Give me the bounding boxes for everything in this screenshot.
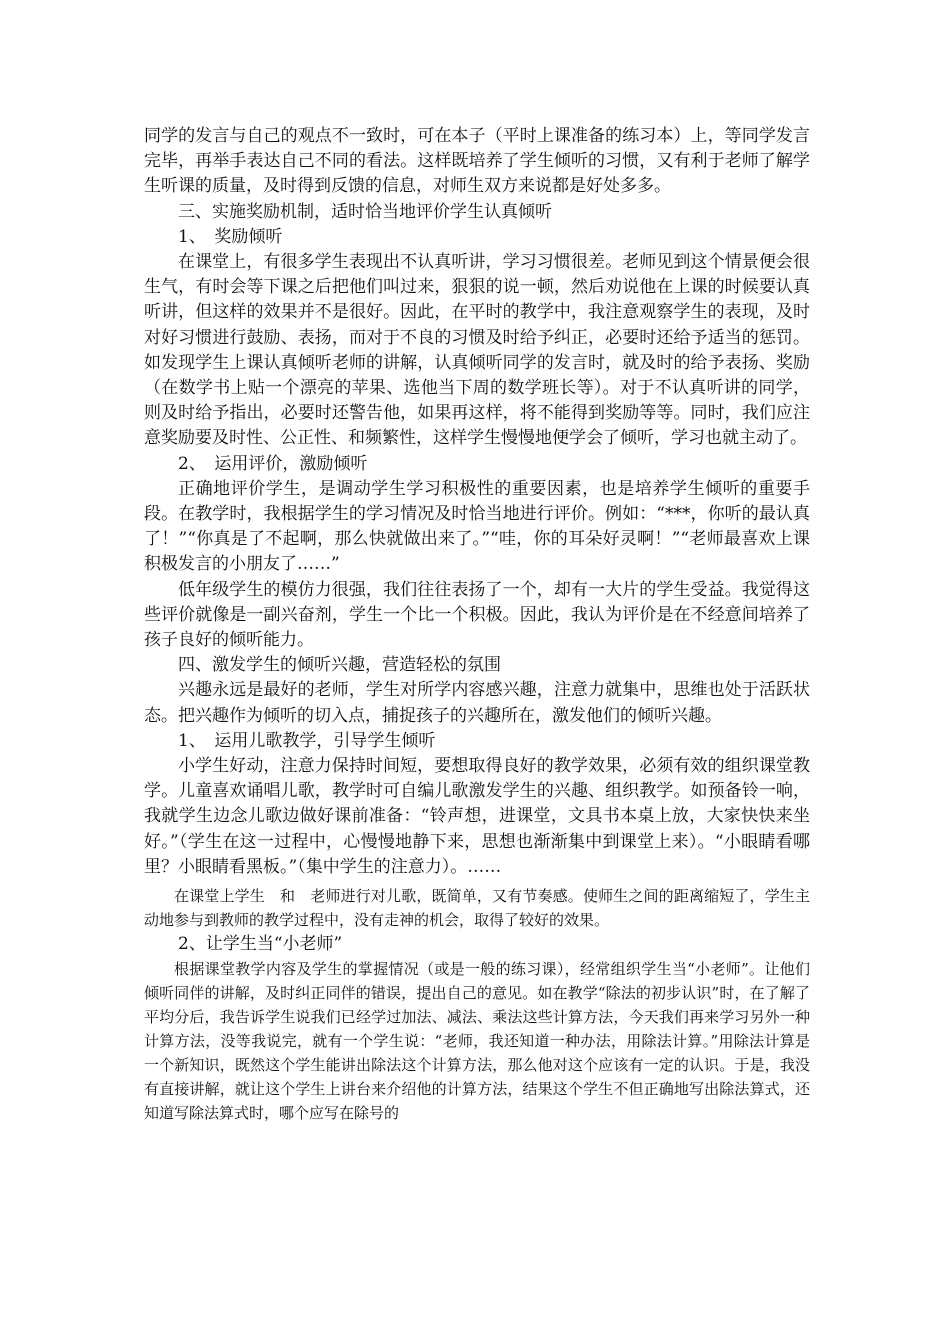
section-heading-3: 三、实施奖励机制，适时恰当地评价学生认真倾听 (178, 201, 552, 222)
paragraph-imitation: 低年级学生的模仿力很强，我们往往表扬了一个，却有一大片的学生受益。我觉得这些评价就像是一副兴奋剂，学生一个比一个积极。因此，我认为评价是在不经意间培养了孩子良好的倾听能力。 (144, 579, 810, 651)
document-page (144, 124, 810, 1125)
paragraph-evaluation: 正确地评价学生，是调动学生学习积极性的重要因素，也是培养学生倾听的重要手段。在教学时，我根据学生的学习情况及时恰当地进行评价。例如：“***，你听的最认真了！”“你真是了不起啊，那么快就做出来了。”“哇，你的耳朵好灵啊！”“老师最喜欢上课积极发言的小朋友了……” (144, 478, 810, 575)
paragraph-rhyme-dialogue: 在课堂上学生 和 老师进行对儿歌，既简单，又有节奏感。使师生之间的距离缩短了，学生主动地参与到教师的教学过程中，没有走神的机会，取得了较好的效果。 (144, 887, 810, 930)
paragraph-interest: 兴趣永远是最好的老师，学生对所学内容感兴趣，注意力就集中，思维也处于活跃状态。把兴趣作为倾听的切入点，捕捉孩子的兴趣所在，激发他们的倾听兴趣。 (144, 680, 810, 726)
subheading-use-evaluation: 2、 运用评价，激励倾听 (178, 453, 368, 474)
paragraph-little-teacher: 根据课堂教学内容及学生的掌握情况（或是一般的练习课），经常组织学生当“小老师”。让他们倾听同伴的讲解，及时纠正同伴的错误，提出自己的意见。如在教学“除法的初步认识”时，在了解了平均分后，我告诉学生说我们已经学过加法、减法、乘法这些计算方法，今天我们再来学习另外一种计算方法，没等我说完，就有一个学生说：“老师，我还知道一种办法，用除法计算。”用除法计算是一个新知识，既然这个学生能讲出除法这个计算方法，那么他对这个应该有一定的认识。于是，我没有直接讲解，就让这个学生上讲台来介绍他的计算方法，结果这个学生不但正确地写出除法算式，还知道写除法算式时，哪个应写在除号的 (144, 960, 810, 1123)
paragraph-rhymes: 小学生好动，注意力保持时间短，要想取得良好的教学效果，必须有效的组织课堂教学。儿童喜欢诵唱儿歌，教学时可自编儿歌激发学生的兴趣、组织教学。如预备铃一响，我就学生边念儿歌边做好课前准备：“铃声想，进课堂，文具书本桌上放，大家快快来坐好。”（学生在这一过程中，心慢慢地静下来，思想也渐渐集中到课堂上来）。“小眼睛看哪里？小眼睛看黑板。”（集中学生的注意力）。…… (144, 756, 810, 877)
subheading-little-teacher: 2、让学生当“小老师” (178, 934, 343, 955)
subheading-reward-listening: 1、 奖励倾听 (178, 226, 283, 247)
paragraph-reward: 在课堂上，有很多学生表现出不认真听讲，学习习惯很差。老师见到这个情景便会很生气，有时会等下课之后把他们叫过来，狠狠的说一顿，然后劝说他在上课的时候要认真听讲，但这样的效果并不是很好。因此，在平时的教学中，我注意观察学生的表现，及时对好习惯进行鼓励、表扬，而对于不良的习惯及时给予纠正，必要时还给予适当的惩罚。如发现学生上课认真倾听老师的讲解，认真倾听同学的发言时，就及时的给予表扬、奖励（在数学书上贴一个漂亮的苹果、选他当下周的数学班长等）。对于不认真听讲的同学，则及时给予指出，必要时还警告他，如果再这样，将不能得到奖励等等。同时，我们应注意奖励要及时性、公正性、和频繁性，这样学生慢慢地便学会了倾听，学习也就主动了。 (144, 252, 810, 449)
section-heading-4: 四、激发学生的倾听兴趣，营造轻松的氛围 (178, 655, 501, 676)
subheading-nursery-rhymes: 1、 运用儿歌教学，引导学生倾听 (178, 730, 436, 751)
paragraph-intro: 同学的发言与自己的观点不一致时，可在本子（平时上课准备的练习本）上，等同学发言完毕，再举手表达自己不同的看法。这样既培养了学生倾听的习惯，又有利于老师了解学生听课的质量，及时得到反馈的信息，对师生双方来说都是好处多多。 (144, 126, 810, 197)
